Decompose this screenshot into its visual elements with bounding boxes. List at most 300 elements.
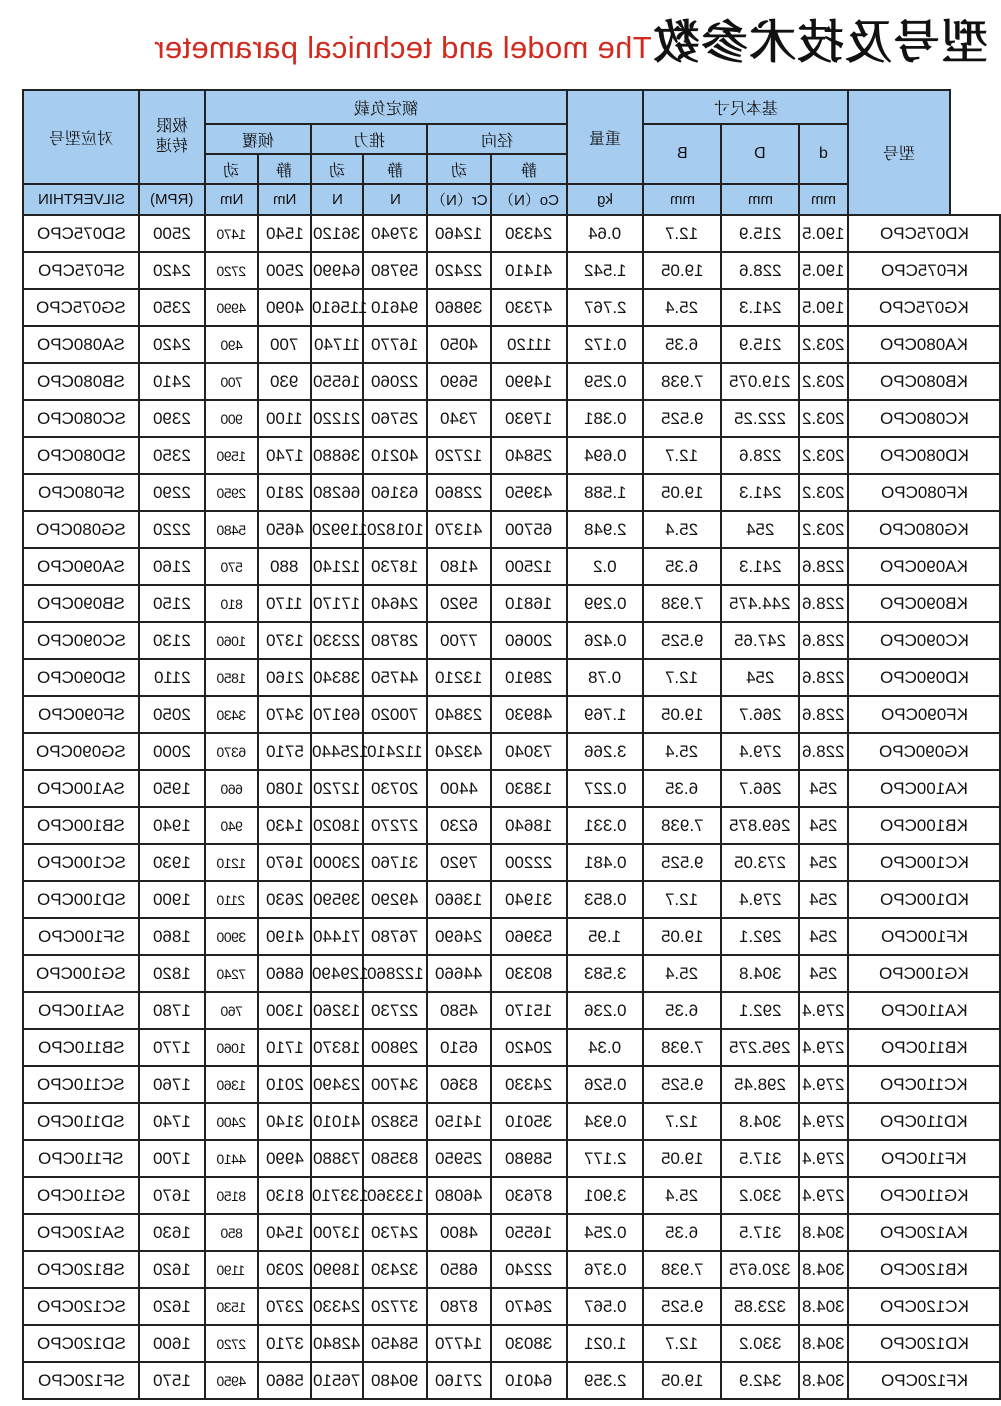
header-radial-dynamic: 动 — [427, 154, 491, 184]
cell-model: KA080CPO — [848, 326, 1000, 363]
cell-radial-dynamic: 8360 — [427, 1066, 491, 1103]
cell-width-B: 12.7 — [643, 659, 721, 696]
cell-inner-d: 190.5 — [799, 289, 848, 326]
cell-radial-dynamic: 5690 — [427, 363, 491, 400]
cell-thrust-dynamic: 18370 — [311, 1029, 363, 1066]
cell-weight: 0.381 — [567, 400, 643, 437]
header-speed: 极限 转速 — [139, 90, 205, 184]
table-row — [23, 918, 1000, 955]
cell-inner-d: 190.5 — [799, 215, 848, 252]
cell-radial-dynamic: 41370 — [427, 511, 491, 548]
cell-equiv-model: SG090CPO — [23, 733, 139, 770]
cell-overturn-static: 1430 — [258, 807, 311, 844]
cell-inner-d: 228.6 — [799, 585, 848, 622]
cell-thrust-dynamic: 115610 — [311, 289, 363, 326]
cell-outer-D: 266.7 — [721, 770, 799, 807]
table-row — [23, 437, 1000, 474]
cell-equiv-model: SC120CPO — [23, 1288, 139, 1325]
cell-overturn-static: 1300 — [258, 992, 311, 1029]
cell-model: KF110CPO — [848, 1140, 1000, 1177]
cell-radial-dynamic: 6230 — [427, 807, 491, 844]
cell-outer-D: 219.075 — [721, 363, 799, 400]
cell-overturn-dynamic: 1210 — [205, 844, 258, 881]
cell-radial-static: 13830 — [491, 770, 567, 807]
cell-equiv-model: SG075CPO — [23, 289, 139, 326]
cell-outer-D: 330.2 — [721, 1325, 799, 1362]
cell-thrust-dynamic: 22330 — [311, 622, 363, 659]
header-basic-dims: 基本尺寸 — [643, 90, 848, 124]
cell-weight: 0.34 — [567, 1029, 643, 1066]
cell-weight: 0.227 — [567, 770, 643, 807]
cell-radial-static: 24330 — [491, 215, 567, 252]
cell-overturn-dynamic: 8150 — [205, 1177, 258, 1214]
table-row — [23, 252, 1000, 289]
cell-weight: 1.95 — [567, 918, 643, 955]
cell-limit-speed: 1930 — [139, 844, 205, 881]
cell-overturn-dynamic: 4950 — [205, 1362, 258, 1399]
table-row — [23, 955, 1000, 992]
cell-model: KF090CPO — [848, 696, 1000, 733]
cell-radial-static: 20060 — [491, 622, 567, 659]
header-B: B — [643, 124, 721, 184]
cell-model: KD075CPO — [848, 215, 1000, 252]
cell-radial-static: 53960 — [491, 918, 567, 955]
cell-thrust-static: 58450 — [363, 1325, 427, 1362]
cell-thrust-dynamic: 23000 — [311, 844, 363, 881]
cell-thrust-dynamic: 69170 — [311, 696, 363, 733]
cell-outer-D: 254 — [721, 511, 799, 548]
cell-thrust-static: 70020 — [363, 696, 427, 733]
cell-overturn-dynamic: 760 — [205, 992, 258, 1029]
cell-inner-d: 279.4 — [799, 1066, 848, 1103]
cell-overturn-static: 1740 — [258, 437, 311, 474]
cell-thrust-static: 49290 — [363, 881, 427, 918]
cell-thrust-dynamic: 39590 — [311, 881, 363, 918]
cell-inner-d: 254 — [799, 881, 848, 918]
cell-width-B: 25.4 — [643, 289, 721, 326]
cell-thrust-static: 40210 — [363, 437, 427, 474]
header-brand: SILVERTHIN — [23, 184, 139, 215]
cell-equiv-model: SD090CPO — [23, 659, 139, 696]
table-row — [23, 696, 1000, 733]
header-overturn-static: 静 — [258, 154, 311, 184]
cell-outer-D: 298.45 — [721, 1066, 799, 1103]
cell-thrust-static: 25760 — [363, 400, 427, 437]
cell-weight: 1.588 — [567, 474, 643, 511]
cell-limit-speed: 1620 — [139, 1288, 205, 1325]
cell-radial-static: 26470 — [491, 1288, 567, 1325]
cell-radial-dynamic: 13660 — [427, 881, 491, 918]
table-row — [23, 363, 1000, 400]
cell-weight: 0.78 — [567, 659, 643, 696]
unit-D: mm — [721, 184, 799, 215]
cell-overturn-static: 1170 — [258, 585, 311, 622]
header-weight: 重量 — [567, 90, 643, 184]
cell-thrust-dynamic: 38340 — [311, 659, 363, 696]
cell-equiv-model: SB110CPO — [23, 1029, 139, 1066]
unit-rpm: (RPM) — [139, 184, 205, 215]
cell-thrust-static: 90480 — [363, 1362, 427, 1399]
cell-radial-dynamic: 24690 — [427, 918, 491, 955]
cell-radial-dynamic: 14150 — [427, 1103, 491, 1140]
cell-width-B: 6.35 — [643, 770, 721, 807]
cell-limit-speed: 1780 — [139, 992, 205, 1029]
cell-overturn-static: 6860 — [258, 955, 311, 992]
table-row — [23, 1103, 1000, 1140]
cell-equiv-model: SC080CPO — [23, 400, 139, 437]
cell-model: KA100CPO — [848, 770, 1000, 807]
cell-radial-dynamic: 4050 — [427, 326, 491, 363]
cell-radial-dynamic: 8780 — [427, 1288, 491, 1325]
unit-overturn-dynamic: Nm — [205, 184, 258, 215]
cell-outer-D: 241.3 — [721, 474, 799, 511]
cell-model: KG090CPO — [848, 733, 1000, 770]
cell-overturn-static: 5860 — [258, 1362, 311, 1399]
cell-thrust-dynamic: 36120 — [311, 215, 363, 252]
table-row — [23, 1177, 1000, 1214]
cell-limit-speed: 1940 — [139, 807, 205, 844]
cell-weight: 0.426 — [567, 622, 643, 659]
cell-thrust-dynamic: 12140 — [311, 548, 363, 585]
cell-overturn-static: 4990 — [258, 1140, 311, 1177]
cell-equiv-model: SD080CPO — [23, 437, 139, 474]
cell-overturn-dynamic: 7240 — [205, 955, 258, 992]
cell-overturn-dynamic: 2110 — [205, 881, 258, 918]
cell-overturn-dynamic: 1590 — [205, 437, 258, 474]
cell-model: KA090CPO — [848, 548, 1000, 585]
cell-overturn-static: 4190 — [258, 918, 311, 955]
cell-limit-speed: 2220 — [139, 511, 205, 548]
cell-overturn-dynamic: 1190 — [205, 1251, 258, 1288]
cell-thrust-static: 18730 — [363, 548, 427, 585]
cell-width-B: 7.938 — [643, 363, 721, 400]
cell-thrust-static: 27270 — [363, 807, 427, 844]
header-model: 型号 — [848, 90, 950, 215]
cell-model: KA110CPO — [848, 992, 1000, 1029]
cell-weight: 0.526 — [567, 1066, 643, 1103]
cell-weight: 2.948 — [567, 511, 643, 548]
cell-overturn-dynamic: 5480 — [205, 511, 258, 548]
page-title — [130, 6, 988, 72]
cell-thrust-dynamic: 12720 — [311, 770, 363, 807]
cell-inner-d: 203.2 — [799, 474, 848, 511]
cell-width-B: 19.05 — [643, 1140, 721, 1177]
cell-radial-static: 25840 — [491, 437, 567, 474]
cell-radial-static: 31940 — [491, 881, 567, 918]
cell-radial-static: 64010 — [491, 1362, 567, 1399]
cell-radial-static: 73040 — [491, 733, 567, 770]
table-row — [23, 1288, 1000, 1325]
cell-equiv-model: SB080CPO — [23, 363, 139, 400]
cell-outer-D: 228.6 — [721, 252, 799, 289]
cell-width-B: 9.525 — [643, 400, 721, 437]
header-overturn: 倾覆 — [205, 124, 311, 154]
cell-thrust-static: 29800 — [363, 1029, 427, 1066]
cell-width-B: 25.4 — [643, 733, 721, 770]
cell-outer-D: 279.4 — [721, 881, 799, 918]
table-row — [23, 844, 1000, 881]
cell-model: KC120CPO — [848, 1288, 1000, 1325]
cell-thrust-static: 37940 — [363, 215, 427, 252]
cell-inner-d: 203.2 — [799, 511, 848, 548]
cell-outer-D: 279.4 — [721, 733, 799, 770]
header-rated-load: 额定负载 — [205, 90, 567, 124]
cell-model: KD100CPO — [848, 881, 1000, 918]
cell-thrust-static: 76780 — [363, 918, 427, 955]
cell-inner-d: 254 — [799, 918, 848, 955]
cell-thrust-dynamic: 18020 — [311, 807, 363, 844]
cell-thrust-dynamic: 66280 — [311, 474, 363, 511]
cell-overturn-static: 4650 — [258, 511, 311, 548]
cell-model: KF100CPO — [848, 918, 1000, 955]
cell-outer-D: 273.05 — [721, 844, 799, 881]
cell-equiv-model: SC090CPO — [23, 622, 139, 659]
cell-overturn-static: 2630 — [258, 881, 311, 918]
cell-overturn-static: 8130 — [258, 1177, 311, 1214]
cell-outer-D: 266.7 — [721, 696, 799, 733]
table-row — [23, 807, 1000, 844]
cell-inner-d: 279.4 — [799, 1029, 848, 1066]
cell-limit-speed: 2130 — [139, 622, 205, 659]
cell-thrust-static: 112410 — [363, 733, 427, 770]
cell-overturn-static: 2500 — [258, 252, 311, 289]
cell-overturn-dynamic: 2400 — [205, 1103, 258, 1140]
cell-equiv-model: SB120CPO — [23, 1251, 139, 1288]
cell-equiv-model: SF090CPO — [23, 696, 139, 733]
cell-radial-static: 87630 — [491, 1177, 567, 1214]
cell-width-B: 9.525 — [643, 844, 721, 881]
table-row — [23, 1029, 1000, 1066]
cell-model: KC080CPO — [848, 400, 1000, 437]
table-row — [23, 659, 1000, 696]
cell-outer-D: 292.1 — [721, 918, 799, 955]
cell-weight: 3.901 — [567, 1177, 643, 1214]
cell-weight: 1.769 — [567, 696, 643, 733]
cell-overturn-static: 2370 — [258, 1288, 311, 1325]
cell-thrust-static: 31760 — [363, 844, 427, 881]
cell-equiv-model: SG100CPO — [23, 955, 139, 992]
cell-radial-dynamic: 12720 — [427, 437, 491, 474]
cell-inner-d: 228.6 — [799, 622, 848, 659]
cell-radial-static: 38030 — [491, 1325, 567, 1362]
cell-limit-speed: 2410 — [139, 363, 205, 400]
cell-outer-D: 241.3 — [721, 289, 799, 326]
cell-radial-dynamic: 4180 — [427, 548, 491, 585]
cell-thrust-static: 59780 — [363, 252, 427, 289]
cell-overturn-dynamic: 1530 — [205, 1288, 258, 1325]
cell-thrust-dynamic: 18990 — [311, 1251, 363, 1288]
unit-thrust-static: N — [363, 184, 427, 215]
cell-equiv-model: SF075CPO — [23, 252, 139, 289]
cell-radial-dynamic: 27160 — [427, 1362, 491, 1399]
cell-limit-speed: 2110 — [139, 659, 205, 696]
cell-weight: 2.359 — [567, 1362, 643, 1399]
cell-limit-speed: 2000 — [139, 733, 205, 770]
cell-thrust-dynamic: 16550 — [311, 363, 363, 400]
cell-inner-d: 228.6 — [799, 659, 848, 696]
header-radial-static: 静 — [491, 154, 567, 184]
cell-width-B: 9.525 — [643, 1066, 721, 1103]
cell-weight: 0.331 — [567, 807, 643, 844]
cell-model: KA120CPO — [848, 1214, 1000, 1251]
cell-equiv-model: SF080CPO — [23, 474, 139, 511]
cell-radial-dynamic: 4580 — [427, 992, 491, 1029]
cell-radial-static: 20420 — [491, 1029, 567, 1066]
cell-inner-d: 254 — [799, 770, 848, 807]
cell-model: KF075CPO — [848, 252, 1000, 289]
cell-radial-dynamic: 12460 — [427, 215, 491, 252]
cell-overturn-dynamic: 3430 — [205, 696, 258, 733]
cell-equiv-model: SD120CPO — [23, 1325, 139, 1362]
cell-width-B: 7.938 — [643, 807, 721, 844]
cell-equiv-model: SD110CPO — [23, 1103, 139, 1140]
cell-radial-dynamic: 6850 — [427, 1251, 491, 1288]
cell-limit-speed: 1860 — [139, 918, 205, 955]
cell-overturn-static: 3710 — [258, 1325, 311, 1362]
cell-width-B: 12.7 — [643, 215, 721, 252]
cell-inner-d: 228.6 — [799, 733, 848, 770]
cell-overturn-static: 3470 — [258, 696, 311, 733]
cell-radial-dynamic: 7700 — [427, 622, 491, 659]
cell-width-B: 6.35 — [643, 326, 721, 363]
cell-outer-D: 247.65 — [721, 622, 799, 659]
cell-thrust-dynamic: 41010 — [311, 1103, 363, 1140]
cell-overturn-static: 1670 — [258, 844, 311, 881]
cell-radial-static: 11120 — [491, 326, 567, 363]
cell-equiv-model: SB090CPO — [23, 585, 139, 622]
cell-limit-speed: 2050 — [139, 696, 205, 733]
cell-width-B: 12.7 — [643, 881, 721, 918]
cell-inner-d: 279.4 — [799, 992, 848, 1029]
cell-thrust-dynamic: 13700 — [311, 1214, 363, 1251]
cell-model: KB120CPO — [848, 1251, 1000, 1288]
cell-width-B: 7.938 — [643, 585, 721, 622]
cell-inner-d: 228.6 — [799, 696, 848, 733]
cell-radial-static: 14990 — [491, 363, 567, 400]
cell-inner-d: 279.4 — [799, 1177, 848, 1214]
cell-radial-static: 17930 — [491, 400, 567, 437]
cell-equiv-model: SB100CPO — [23, 807, 139, 844]
cell-equiv-model: SA120CPO — [23, 1214, 139, 1251]
cell-overturn-dynamic: 660 — [205, 770, 258, 807]
cell-radial-static: 41410 — [491, 252, 567, 289]
cell-thrust-static: 20730 — [363, 770, 427, 807]
header-radial: 径向 — [427, 124, 567, 154]
cell-thrust-static: 94610 — [363, 289, 427, 326]
cell-limit-speed: 2420 — [139, 326, 205, 363]
cell-radial-static: 43950 — [491, 474, 567, 511]
cell-overturn-dynamic: 490 — [205, 326, 258, 363]
cell-inner-d: 304.8 — [799, 1288, 848, 1325]
cell-limit-speed: 1770 — [139, 1029, 205, 1066]
cell-equiv-model: SA090CPO — [23, 548, 139, 585]
cell-limit-speed: 1630 — [139, 1214, 205, 1251]
cell-overturn-static: 1100 — [258, 400, 311, 437]
cell-radial-static: 65700 — [491, 511, 567, 548]
cell-limit-speed: 2350 — [139, 437, 205, 474]
cell-weight: 0.254 — [567, 1214, 643, 1251]
cell-outer-D: 342.9 — [721, 1362, 799, 1399]
cell-overturn-dynamic: 3900 — [205, 918, 258, 955]
cell-radial-static: 22200 — [491, 844, 567, 881]
cell-weight: 0.567 — [567, 1288, 643, 1325]
unit-B: mm — [643, 184, 721, 215]
header-thrust: 推力 — [311, 124, 427, 154]
cell-thrust-static: 101820 — [363, 511, 427, 548]
cell-outer-D: 254 — [721, 659, 799, 696]
cell-radial-static: 58980 — [491, 1140, 567, 1177]
cell-radial-static: 15170 — [491, 992, 567, 1029]
cell-equiv-model: SF100CPO — [23, 918, 139, 955]
cell-thrust-static: 24640 — [363, 585, 427, 622]
cell-overturn-static: 2160 — [258, 659, 311, 696]
unit-radial-static: Co（N） — [491, 184, 567, 215]
cell-width-B: 6.35 — [643, 548, 721, 585]
cell-model: KF080CPO — [848, 474, 1000, 511]
cell-model: KD110CPO — [848, 1103, 1000, 1140]
cell-thrust-dynamic: 71440 — [311, 918, 363, 955]
cell-thrust-dynamic: 42840 — [311, 1325, 363, 1362]
cell-thrust-dynamic: 76510 — [311, 1362, 363, 1399]
cell-width-B: 7.938 — [643, 1251, 721, 1288]
cell-outer-D: 215.9 — [721, 215, 799, 252]
cell-thrust-dynamic: 119920 — [311, 511, 363, 548]
cell-radial-static: 16550 — [491, 1214, 567, 1251]
title-english: The model and technical parameter — [154, 30, 652, 65]
cell-equiv-model: SD075CPO — [23, 215, 139, 252]
cell-overturn-static: 700 — [258, 326, 311, 363]
cell-thrust-dynamic: 17170 — [311, 585, 363, 622]
cell-overturn-dynamic: 1470 — [205, 215, 258, 252]
cell-thrust-static: 53820 — [363, 1103, 427, 1140]
cell-outer-D: 317.5 — [721, 1140, 799, 1177]
header-overturn-dynamic: 动 — [205, 154, 258, 184]
cell-width-B: 12.7 — [643, 1325, 721, 1362]
table-row — [23, 289, 1000, 326]
cell-weight: 2.767 — [567, 289, 643, 326]
table-row — [23, 1140, 1000, 1177]
cell-thrust-dynamic: 129490 — [311, 955, 363, 992]
cell-overturn-static: 5710 — [258, 733, 311, 770]
cell-inner-d: 304.8 — [799, 1251, 848, 1288]
table-row — [23, 622, 1000, 659]
unit-overturn-static: Nm — [258, 184, 311, 215]
unit-d: mm — [799, 184, 848, 215]
cell-overturn-dynamic: 850 — [205, 1214, 258, 1251]
cell-overturn-static: 2810 — [258, 474, 311, 511]
cell-inner-d: 254 — [799, 807, 848, 844]
cell-weight: 0.64 — [567, 215, 643, 252]
cell-radial-dynamic: 46080 — [427, 1177, 491, 1214]
cell-thrust-static: 122860 — [363, 955, 427, 992]
cell-outer-D: 222.25 — [721, 400, 799, 437]
cell-model: KB110CPO — [848, 1029, 1000, 1066]
cell-radial-dynamic: 23840 — [427, 696, 491, 733]
cell-thrust-static: 34700 — [363, 1066, 427, 1103]
cell-inner-d: 203.2 — [799, 437, 848, 474]
cell-thrust-dynamic: 133710 — [311, 1177, 363, 1214]
title-area — [0, 0, 1000, 78]
cell-model: KB090CPO — [848, 585, 1000, 622]
cell-outer-D: 292.1 — [721, 992, 799, 1029]
cell-equiv-model: SC110CPO — [23, 1066, 139, 1103]
cell-width-B: 9.525 — [643, 1288, 721, 1325]
cell-overturn-dynamic: 4990 — [205, 289, 258, 326]
cell-radial-static: 24330 — [491, 1066, 567, 1103]
header-D: D — [721, 124, 799, 184]
cell-width-B: 25.4 — [643, 1177, 721, 1214]
cell-width-B: 25.4 — [643, 955, 721, 992]
